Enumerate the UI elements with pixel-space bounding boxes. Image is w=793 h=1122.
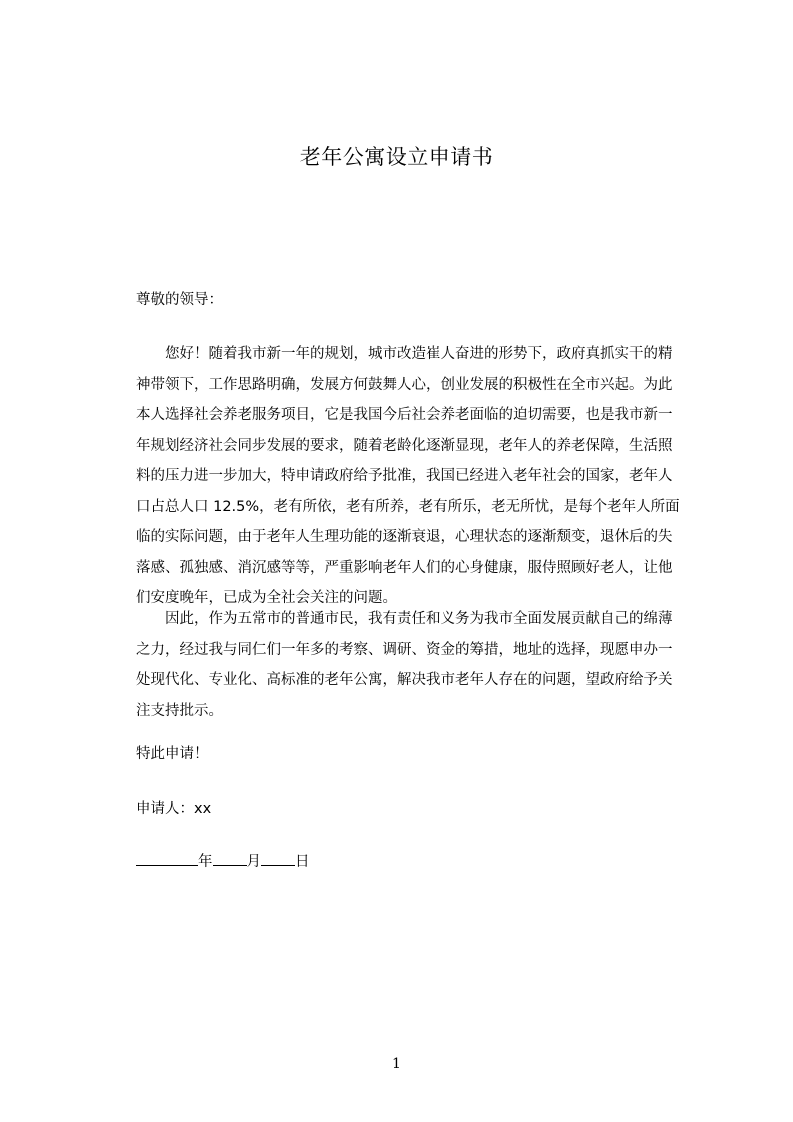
date-line (136, 847, 660, 878)
paragraph-2-line: 处现代化、专业化、高标准的老年公寓，解决我市老年人存在的问题，望政府给予关 (136, 672, 673, 688)
paragraph-2-line: 注支持批示。 (136, 702, 223, 719)
paragraph-2-line: 因此，作为五常市的普通市民，我有责任和义务为我市全面发展贡献自己的绵薄 (165, 611, 673, 627)
year-blank (136, 850, 198, 866)
paragraph-1 (136, 339, 680, 614)
paragraph-1-line: 落感、孤独感、消沉感等等，严重影响老年人们的心身健康，服侍照顾好老人，让他 (136, 559, 673, 576)
page-title: 老年公寓设立申请书 (299, 145, 494, 169)
paragraph-1-line: 本人选择社会养老服务项目，它是我国今后社会养老面临的迫切需要，也是我市新一 (136, 407, 673, 423)
salutation: 尊敬的领导： (136, 292, 223, 308)
paragraph-2 (136, 604, 673, 726)
applicant-line: 申请人：xx (136, 801, 212, 817)
paragraph-1-line: 料的压力进一步加大，特申请政府给予批准，我国已经进入老年社会的国家，老年人 (136, 468, 673, 484)
paragraph-1-line: 神带领下，工作思路明确，发展方何鼓舞人心，创业发展的积极性在全市兴起。为此 (136, 376, 673, 393)
page-number: 1 (392, 1056, 401, 1072)
paragraph-2-line: 之力，经过我与同仁们一年多的考察、调研、资金的筹措，地址的选择，现愿申办一 (136, 641, 673, 658)
paragraph-1-line: 年规划经济社会同步发展的要求，随着老龄化逐渐显现，老年人的养老保障，生活照 (136, 437, 673, 454)
closing-statement: 特此申请！ (136, 746, 209, 762)
paragraph-1-line: 您好！随着我市新一年的规划，城市改造崔人奋进的形势下，政府真抓实干的精 (165, 346, 673, 362)
paragraph-1-line: 们安度晚年，已成为全社会关注的问题。 (136, 590, 397, 606)
day-blank (261, 850, 295, 866)
month-blank (213, 850, 247, 866)
year-label: 年 (198, 854, 213, 870)
month-label: 月 (246, 854, 261, 870)
paragraph-1-line: 临的实际问题，由于老年人生理功能的逐渐衰退，心理状态的逐渐颓变，退休后的失 (136, 529, 673, 545)
paragraph-1-line: 口占总人口 12.5%，老有所依，老有所养，老有所乐，老无所忧，是每个老年人所面 (136, 498, 680, 515)
day-label: 日 (295, 854, 310, 870)
